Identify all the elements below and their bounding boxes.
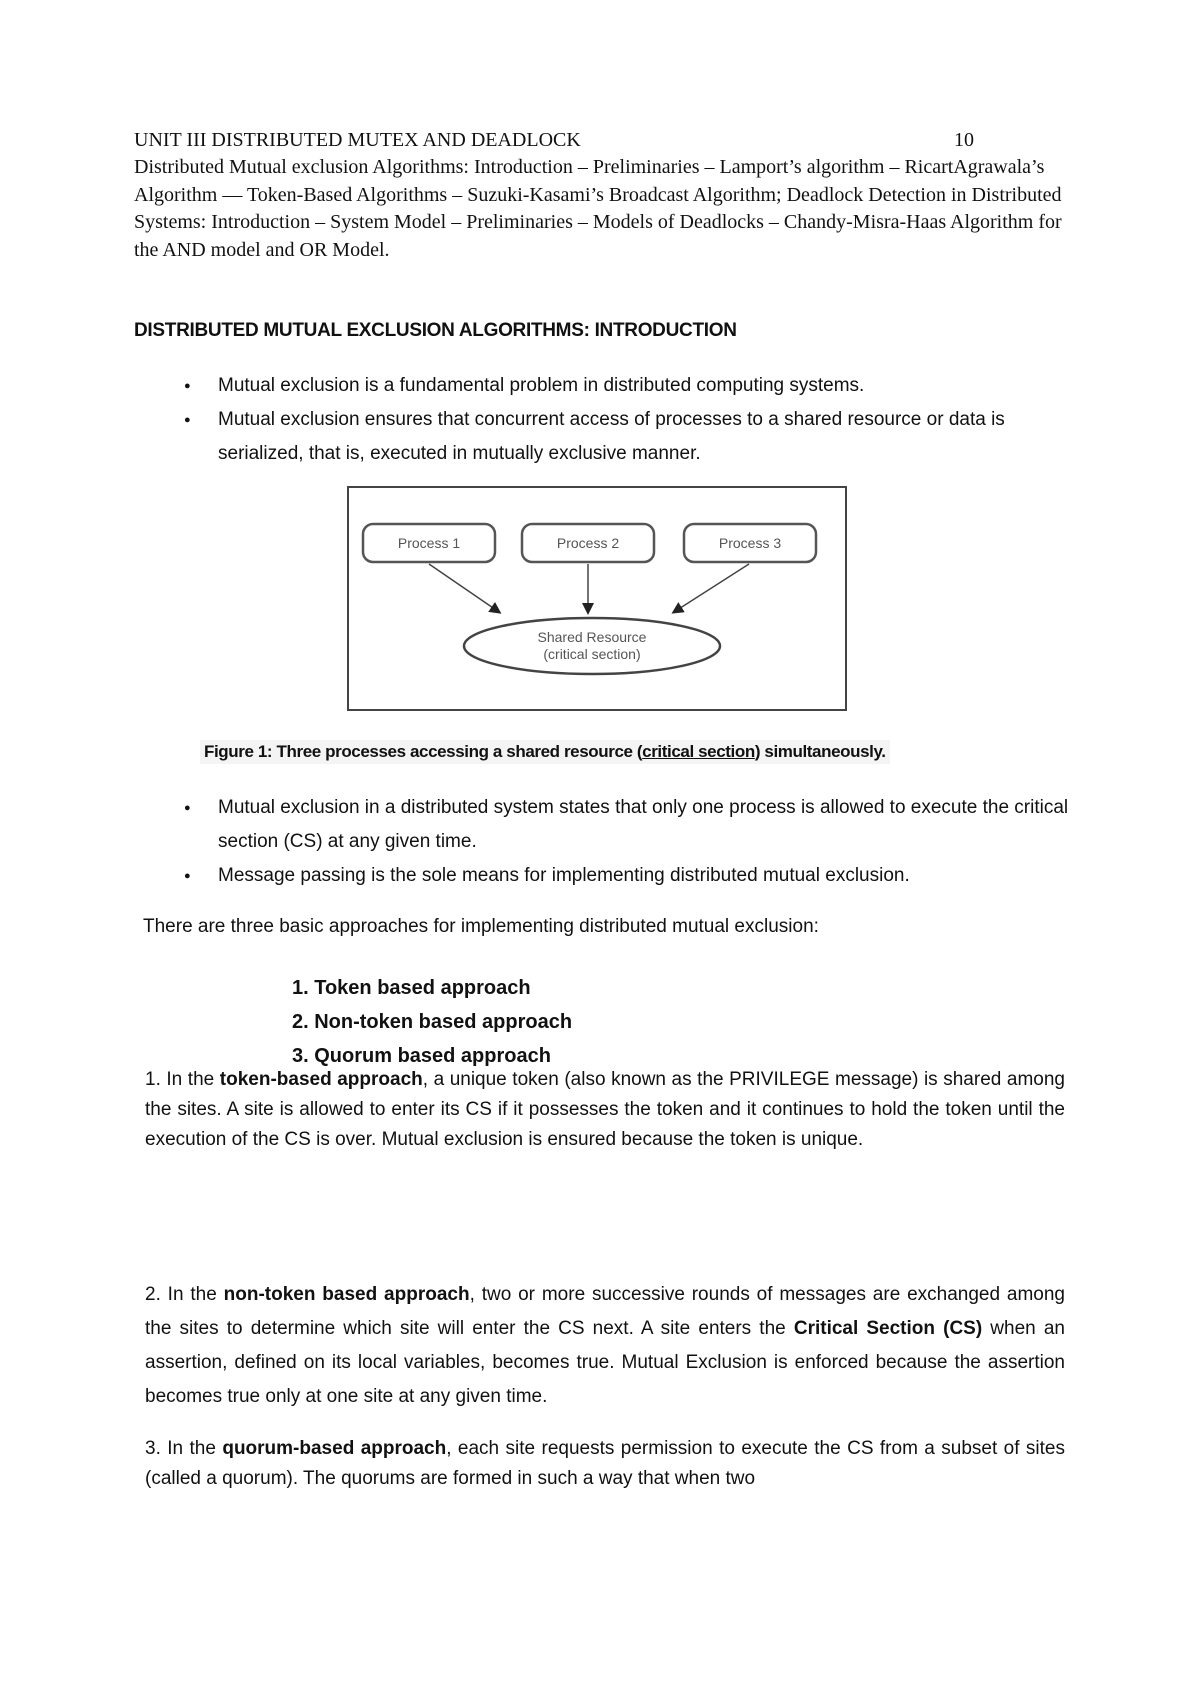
paragraph-quorum-based: 3. In the quorum-based approach, each site requests permission to execute the CS from a subset of sites (called a quorum). The quorums are formed in such a way that when two <box>145 1438 1065 1489</box>
bullet-item: ● Mutual exclusion in a distributed system states that only one process is allowed to execute the critical section (CS) at any given time. <box>134 791 1074 859</box>
process-3-node <box>684 524 816 562</box>
section-title: DISTRIBUTED MUTUAL EXCLUSION ALGORITHMS: INTRODUCTION <box>134 320 737 341</box>
svg-text:Process 1: Process 1 <box>397 535 461 551</box>
approach-item: 2. Non-token based approach <box>292 1011 573 1033</box>
bullet-item: ● Mutual exclusion ensures that concurrent access of processes to a shared resource or data is serialized, that is, executed in mutually exclusive manner. <box>134 403 1074 471</box>
bullet-list-2 <box>134 791 1074 893</box>
svg-text:Process 3: Process 3 <box>718 535 782 551</box>
arrow-icon <box>429 564 499 612</box>
svg-text:Process 2: Process 2 <box>556 535 620 551</box>
process-1-node <box>363 524 495 562</box>
approaches-intro: There are three basic approaches for implementing distributed mutual exclusion: <box>143 916 819 937</box>
mutex-diagram <box>349 488 845 709</box>
bullet-item: ● Mutual exclusion is a fundamental problem in distributed computing systems. <box>134 369 1074 403</box>
svg-text:Shared Resource: Shared Resource <box>537 629 647 645</box>
paragraph-non-token-based: 2. In the non-token based approach, two or more successive rounds of messages are exchanged among the sites to determine which site will enter the CS next. A site enters the Critical Section (CS) when an assertion, defined on its local variables, becomes true. Mutual Exclusion is enforced because the assertion becomes true only at one site at any given time. <box>145 1284 1065 1407</box>
bullet-list-1 <box>134 369 1074 471</box>
bullet-item: ● Message passing is the sole means for implementing distributed mutual exclusion. <box>134 859 1074 893</box>
syllabus-text: Distributed Mutual exclusion Algorithms: Introduction – Preliminaries – Lamport’s algorithm – RicartAgrawala’s Algorithm — Token-Based Algorithms – Suzuki-Kasami’s Broadcast Algorithm; Deadlock Detection in Distributed Systems: Introduction – System Model – Preliminaries – Models of Deadlocks – Chandy-Misra-Haas Algorithm for the AND model and OR Model. <box>134 156 1062 261</box>
unit-title: UNIT III DISTRIBUTED MUTEX AND DEADLOCK <box>134 129 581 151</box>
approach-item: 1. Token based approach <box>292 977 531 999</box>
process-2-node <box>522 524 654 562</box>
approaches-list <box>292 971 572 1073</box>
unit-heading <box>134 126 974 154</box>
svg-text:(critical section): (critical section) <box>543 646 641 662</box>
unit-hours: 10 <box>954 129 974 151</box>
approach-item: 3. Quorum based approach <box>292 1045 551 1067</box>
paragraph-token-based: 1. In the token-based approach, a unique token (also known as the PRIVILEGE message) is shared among the sites. A site is allowed to enter its CS if it possesses the token and it continues to hold the token until the execution of the CS is over. Mutual exclusion is ensured because the token is unique. <box>145 1069 1065 1150</box>
figure-diagram <box>347 486 847 711</box>
figure-caption: Figure 1: Three processes accessing a shared resource (critical section) simultaneously. <box>200 740 890 764</box>
arrow-icon <box>674 564 749 612</box>
shared-resource-node <box>464 618 720 674</box>
